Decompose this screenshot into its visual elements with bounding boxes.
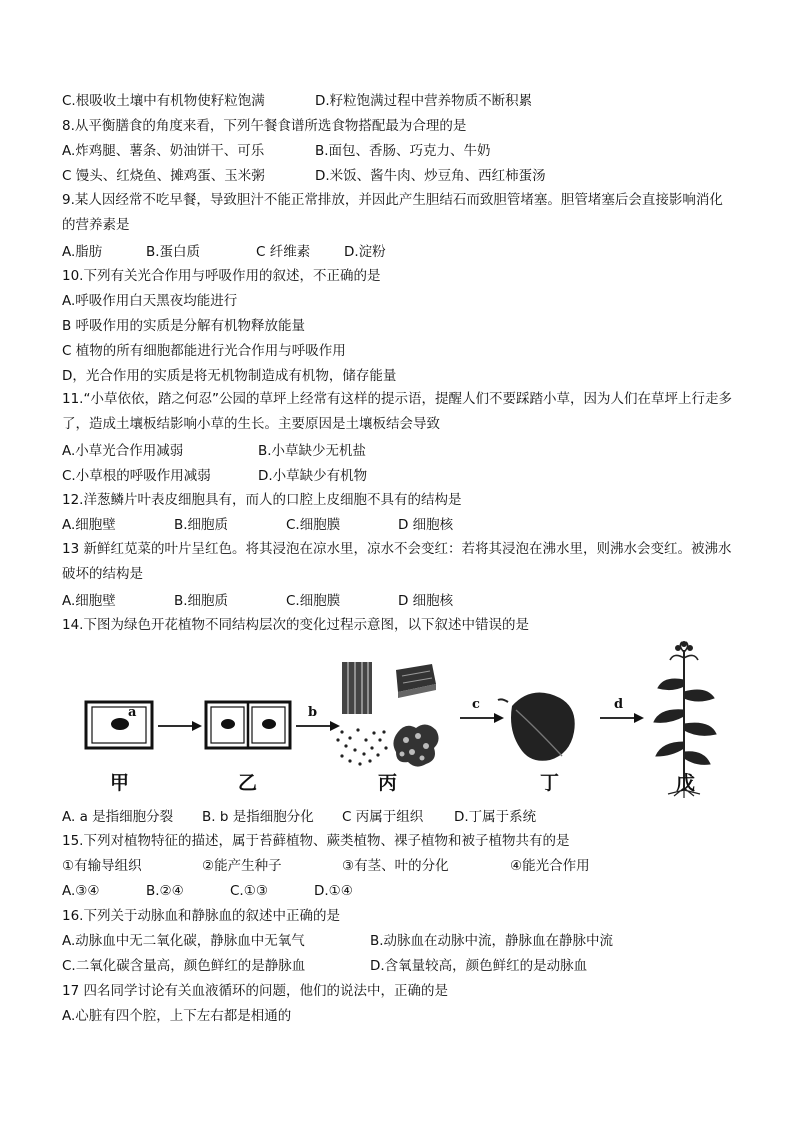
label-bing: 丙 xyxy=(378,772,398,794)
label-wu: 戊 xyxy=(676,772,696,794)
q12-option-c: C.细胞膜 xyxy=(286,517,341,533)
q9-option-d: D.淀粉 xyxy=(344,244,386,260)
tissues-image xyxy=(336,662,438,767)
label-yi: 乙 xyxy=(238,772,258,794)
label-ding: 丁 xyxy=(540,772,560,794)
q14-option-b: B. b 是指细胞分化 xyxy=(202,809,314,825)
arrow-c xyxy=(460,713,504,723)
q17-option-a: A.心脏有四个腔，上下左右都是相通的 xyxy=(62,1008,292,1024)
q15-option-c: C.①③ xyxy=(230,883,268,899)
q7-option-d: D.籽粒饱满过程中营养物质不断积累 xyxy=(315,93,533,109)
q9-option-c: C 纤维素 xyxy=(256,244,311,260)
q16-stem: 16.下列关于动脉血和静脉血的叙述中正确的是 xyxy=(62,908,340,924)
q12-option-b: B.细胞质 xyxy=(174,517,229,533)
arrow-label-a: a xyxy=(128,705,137,720)
q15-item-2: ②能产生种子 xyxy=(202,858,282,874)
plant-structure-diagram xyxy=(80,640,730,800)
q9-stem: 9.某人因经常不吃早餐，导致胆汁不能正常排放，并因此产生胆结石而致胆管堵塞。胆管堵塞后会直接影响消化的营养素是 xyxy=(62,192,723,233)
q14-option-c: C 丙属于组织 xyxy=(342,809,424,825)
q11-option-d: D.小草缺少有机物 xyxy=(258,468,368,484)
q10-option-c: C 植物的所有细胞都能进行光合作用与呼吸作用 xyxy=(62,343,346,359)
q14-stem: 14.下图为绿色开花植物不同结构层次的变化过程示意图，以下叙述中错误的是 xyxy=(62,617,529,633)
q10-stem: 10.下列有关光合作用与呼吸作用的叙述，不正确的是 xyxy=(62,268,381,284)
q15-option-d: D.①④ xyxy=(314,883,353,899)
arrow-label-b: b xyxy=(308,705,318,720)
q12-option-a: A.细胞壁 xyxy=(62,517,116,533)
q9-option-b: B.蛋白质 xyxy=(146,244,201,260)
leaf-organ-image xyxy=(498,693,575,761)
two-cells-image xyxy=(206,702,290,748)
label-jia: 甲 xyxy=(110,772,130,794)
q13-stem: 13 新鲜红苋菜的叶片呈红色。将其浸泡在凉水里，凉水不会变红：若将其浸泡在沸水里，则沸水会变红。被沸水破坏的结构是 xyxy=(62,541,732,582)
q10-option-d: D，光合作用的实质是将无机物制造成有机物，储存能量 xyxy=(62,368,397,384)
q11-option-b: B.小草缺少无机盐 xyxy=(258,443,367,459)
q16-option-d: D.含氧量较高，颜色鲜红的是动脉血 xyxy=(370,958,588,974)
q8-option-b: B.面包、香肠、巧克力、牛奶 xyxy=(315,143,491,159)
arrow-b xyxy=(296,721,340,731)
q8-option-d: D.米饭、酱牛肉、炒豆角、西红柿蛋汤 xyxy=(315,168,546,184)
q10-option-b: B 呼吸作用的实质是分解有机物释放能量 xyxy=(62,318,306,334)
q15-item-4: ④能光合作用 xyxy=(510,858,590,874)
q8-option-c: C 馒头、红烧鱼、摊鸡蛋、玉米粥 xyxy=(62,168,265,184)
arrow-d xyxy=(600,713,644,723)
q12-stem: 12.洋葱鳞片叶表皮细胞具有，而人的口腔上皮细胞不具有的结构是 xyxy=(62,492,462,508)
q16-option-b: B.动脉血在动脉中流，静脉血在静脉中流 xyxy=(370,933,614,949)
q14-option-a: A. a 是指细胞分裂 xyxy=(62,809,174,825)
arrow-label-c: c xyxy=(472,697,480,712)
q13-option-d: D 细胞核 xyxy=(398,593,454,609)
q14-option-d: D.丁属于系统 xyxy=(454,809,537,825)
q15-option-b: B.②④ xyxy=(146,883,184,899)
q17-stem: 17 四名同学讨论有关血液循环的问题，他们的说法中，正确的是 xyxy=(62,983,448,999)
q12-option-d: D 细胞核 xyxy=(398,517,454,533)
q8-stem: 8.从平衡膳食的角度来看，下列午餐食谱所选食物搭配最为合理的是 xyxy=(62,118,467,134)
q7-option-c: C.根吸收土壤中有机物使籽粒饱满 xyxy=(62,93,265,109)
q15-stem: 15.下列对植物特征的描述，属于苔藓植物、蕨类植物、裸子植物和被子植物共有的是 xyxy=(62,833,570,849)
q15-item-3: ③有茎、叶的分化 xyxy=(342,858,449,874)
q10-option-a: A.呼吸作用白天黑夜均能进行 xyxy=(62,293,238,309)
q15-item-1: ①有输导组织 xyxy=(62,858,142,874)
q11-option-a: A.小草光合作用减弱 xyxy=(62,443,184,459)
q15-option-a: A.③④ xyxy=(62,883,100,899)
q16-option-a: A.动脉血中无二氧化碳，静脉血中无氧气 xyxy=(62,933,305,949)
arrow-label-d: d xyxy=(614,697,624,712)
arrow-a xyxy=(158,721,202,731)
single-cell-image xyxy=(86,702,152,748)
q11-option-c: C.小草根的呼吸作用减弱 xyxy=(62,468,211,484)
q11-stem: 11.“小草依依，踏之何忍”公园的草坪上经常有这样的提示语，提醒人们不要踩踏小草，因为人们在草坪上行走多了，造成土壤板结影响小草的生长。主要原因是土壤板结会导致 xyxy=(62,391,732,432)
q16-option-c: C.二氧化碳含量高，颜色鲜红的是静脉血 xyxy=(62,958,306,974)
q8-option-a: A.炸鸡腿、薯条、奶油饼干、可乐 xyxy=(62,143,265,159)
q9-option-a: A.脂肪 xyxy=(62,244,103,260)
q13-option-a: A.细胞壁 xyxy=(62,593,116,609)
q13-option-b: B.细胞质 xyxy=(174,593,229,609)
q13-option-c: C.细胞膜 xyxy=(286,593,341,609)
